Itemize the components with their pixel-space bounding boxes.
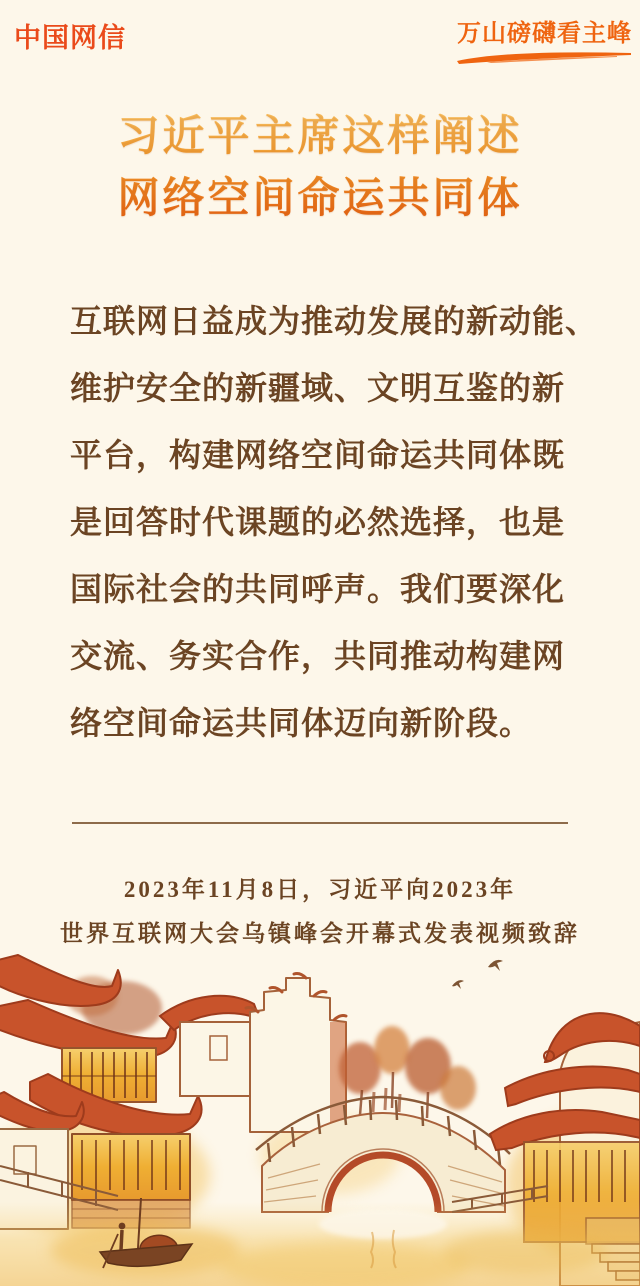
quote-line: 是回答时代课题的必然选择，也是 — [70, 504, 566, 540]
slogan-text: 万山磅礴看主峰 — [457, 20, 632, 47]
quote-line: 维护安全的新疆域、文明互鉴的新 — [70, 370, 566, 406]
attribution-line-2: 世界互联网大会乌镇峰会开幕式发表视频致辞 — [60, 921, 580, 946]
left-buildings — [0, 955, 202, 1229]
quote-line: 互联网日益成为推动发展的新动能、 — [70, 303, 599, 339]
watertown-illustration — [0, 950, 640, 1286]
swallow-birds — [452, 960, 503, 989]
title-line-2: 网络空间命运共同体 — [117, 176, 523, 222]
title-line-1: 习近平主席这样阐述 — [117, 114, 523, 160]
quote-body — [70, 288, 599, 757]
attribution — [0, 868, 640, 956]
center-buildings — [160, 974, 346, 1133]
attribution-line-1: 2023年11月8日，习近平向2023年 — [123, 877, 517, 902]
brand-logo: 中国网信 — [14, 23, 126, 53]
bridge-trees — [339, 1026, 476, 1118]
quote-line: 络空间命运共同体迈向新阶段。 — [70, 705, 533, 741]
page-title — [0, 106, 640, 230]
quote-line: 平台，构建网络空间命运共同体既 — [70, 437, 566, 473]
slogan — [457, 13, 632, 64]
quote-line: 交流、务实合作，共同推动构建网 — [70, 638, 566, 674]
divider-line — [72, 822, 568, 824]
quote-line: 国际社会的共同呼声。我们要深化 — [70, 571, 566, 607]
brush-stroke-icon — [457, 50, 632, 64]
canal-water — [0, 1202, 640, 1286]
